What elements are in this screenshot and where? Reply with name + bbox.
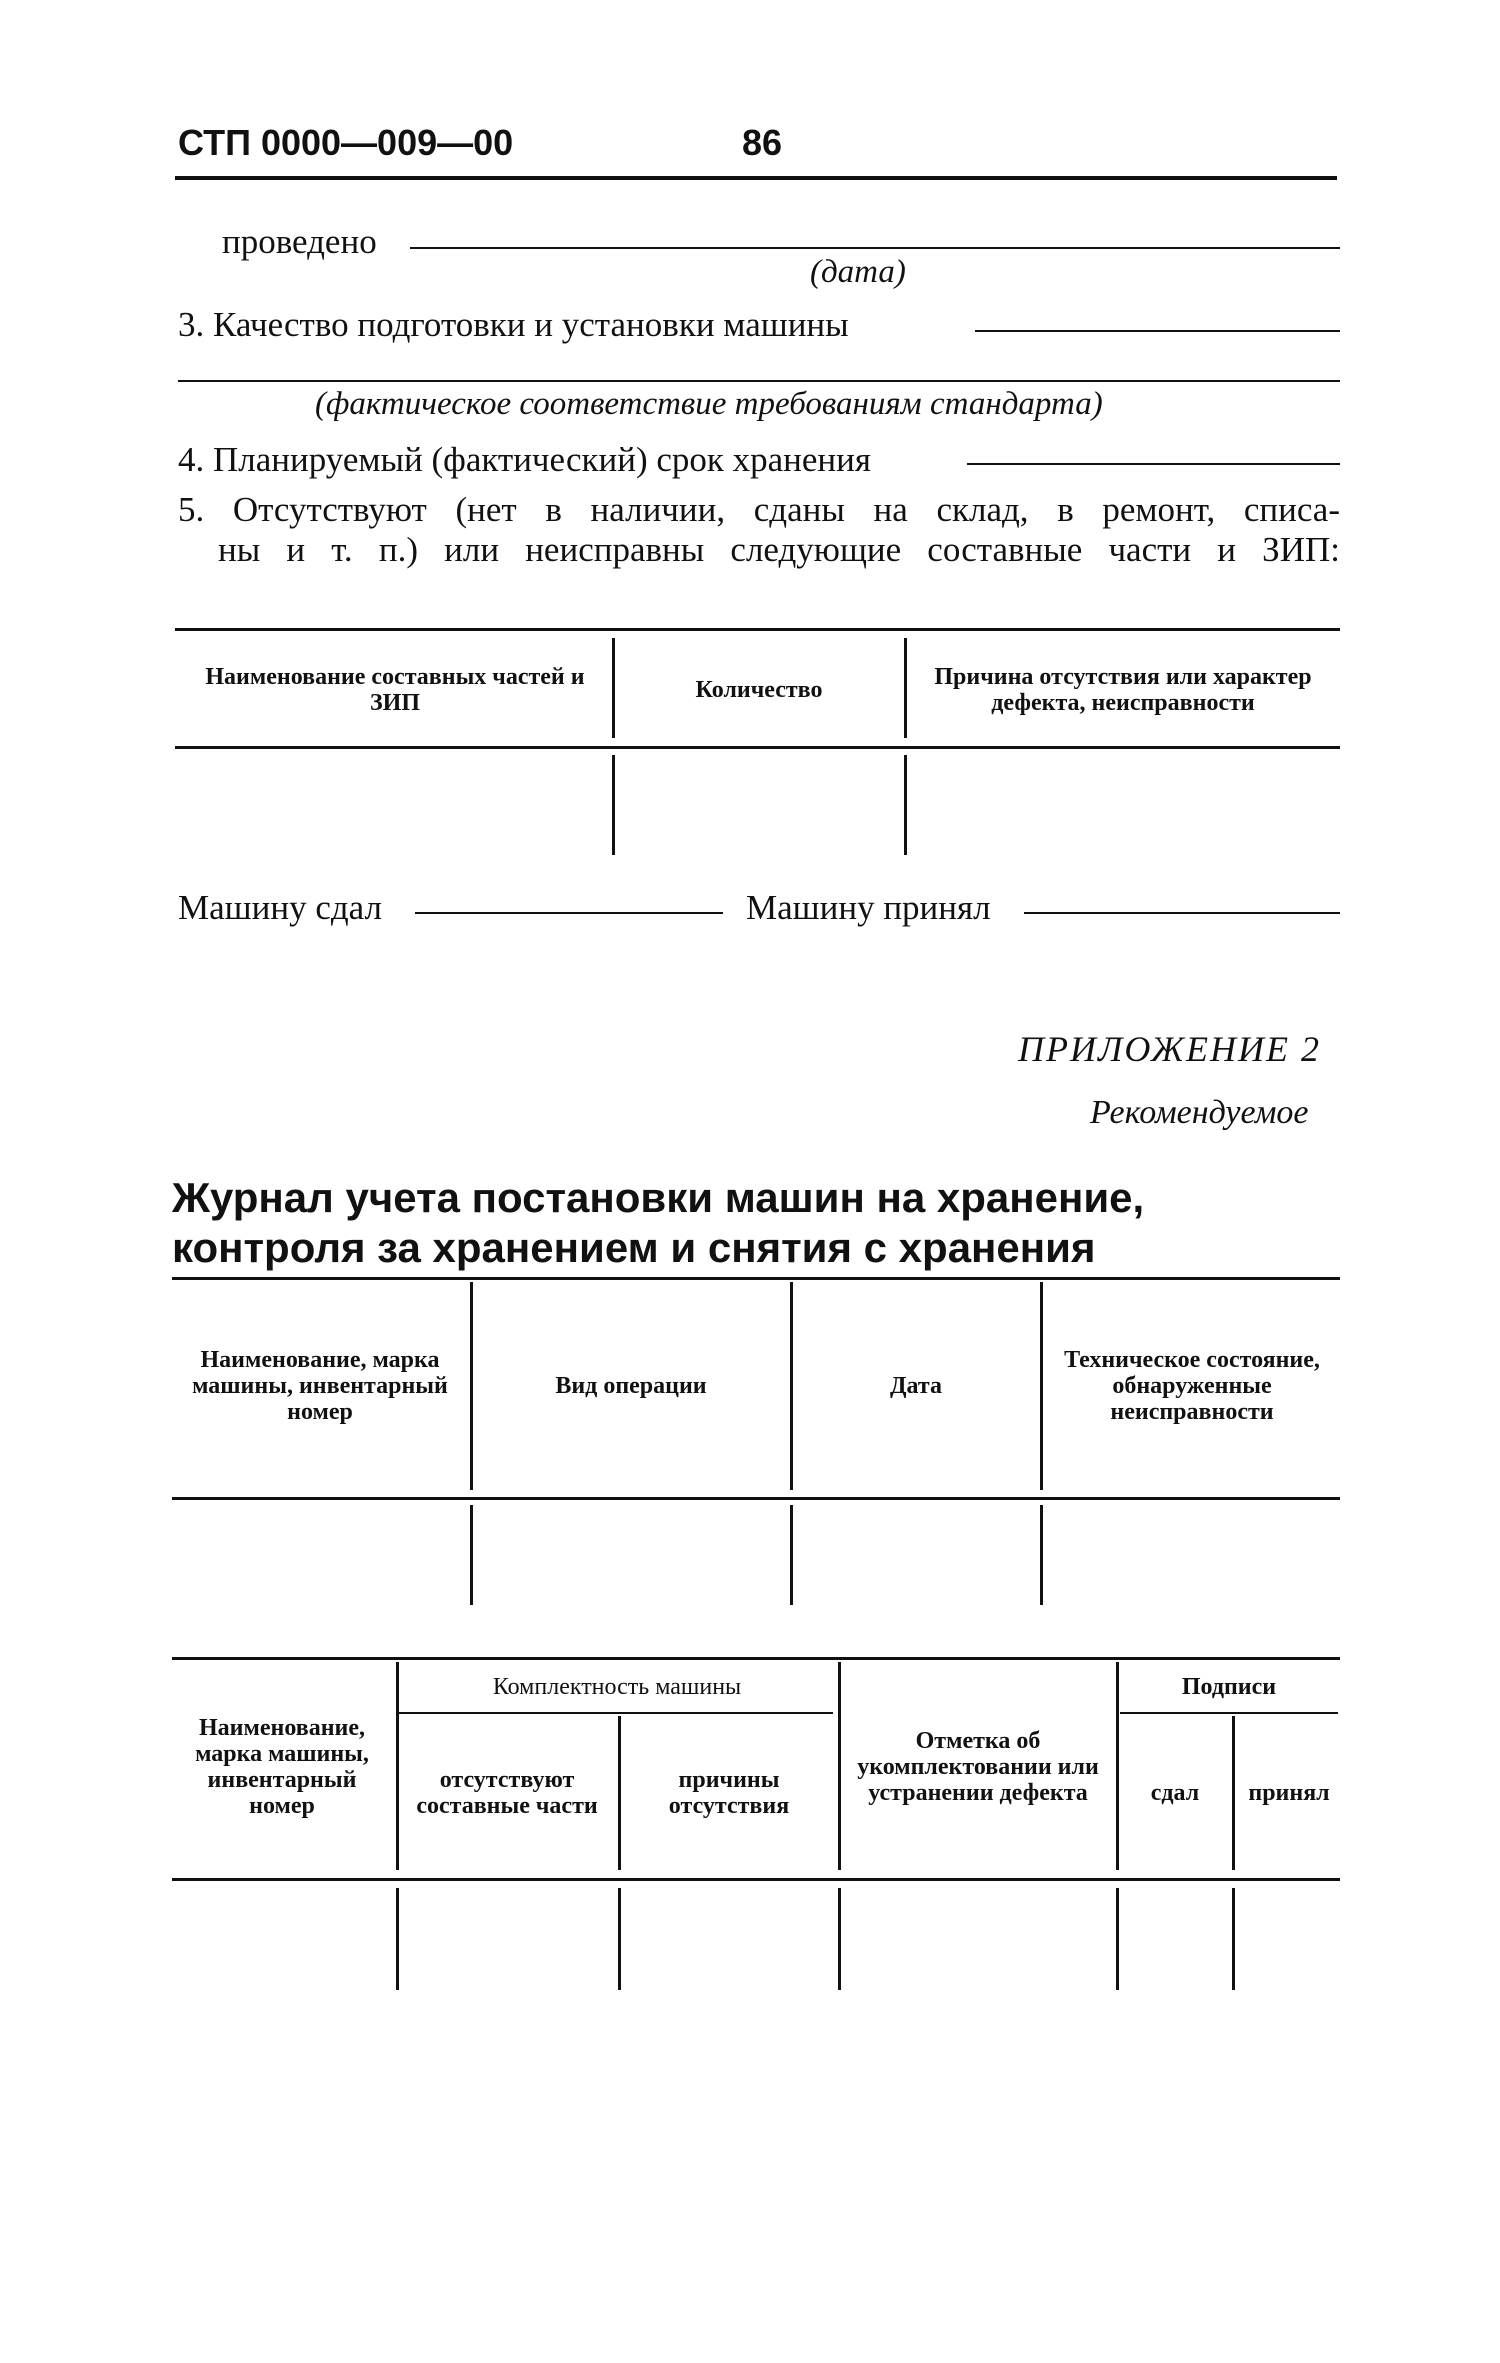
item-5-line-1: 5. Отсутствуют (нет в наличии, сданы на склад, в ремонт, списа- xyxy=(178,490,1340,529)
table3-header-signatures: Подписи xyxy=(1181,1674,1277,1700)
handed-over-line xyxy=(415,912,723,914)
table3-header-mark: Отметка об укомплектовании или устранении дефекта xyxy=(857,1728,1099,1806)
fact-caption: (фактическое соответствие требованиям стандарта) xyxy=(315,386,1103,422)
table1-header-reason: Причина отсутствия или характер дефекта, неисправности xyxy=(934,664,1312,716)
conducted-label: проведено xyxy=(222,222,377,261)
table2-header-date: Дата xyxy=(890,1373,942,1399)
item-3-fill-line xyxy=(975,330,1340,332)
journal-title-line-1: Журнал учета постановки машин на хранение, xyxy=(172,1174,1145,1221)
accepted-label: Машину принял xyxy=(746,888,991,927)
table3-header-completeness: Комплектность машины xyxy=(492,1674,742,1700)
handed-over-label: Машину сдал xyxy=(178,888,382,927)
header-rule xyxy=(175,176,1337,180)
document-code: СТП 0000—009—00 xyxy=(178,122,514,163)
table1-header-quantity: Количество xyxy=(695,677,823,703)
table2-header-condition: Техническое состояние, обнаруженные неисправности xyxy=(1064,1347,1320,1425)
appendix-status: Рекомендуемое xyxy=(1090,1094,1309,1131)
item-5-line-2: ны и т. п.) или неисправны следующие составные части и ЗИП: xyxy=(218,530,1340,569)
table2-header-name: Наименование, марка машины, инвентарный номер xyxy=(192,1347,448,1425)
accepted-line xyxy=(1024,912,1340,914)
item-3-second-line xyxy=(178,380,1340,382)
table3-header-reasons: причины отсутствия xyxy=(668,1767,790,1819)
table2-header-operation: Вид операции xyxy=(555,1373,707,1399)
table3-header-handed: сдал xyxy=(1150,1780,1200,1806)
table3-header-accepted: принял xyxy=(1248,1780,1330,1806)
journal-title-line-2: контроля за хранением и снятия с хранения xyxy=(172,1224,1096,1271)
page-number: 86 xyxy=(742,122,783,163)
table1-header-name: Наименование составных частей и ЗИП xyxy=(205,664,585,716)
item-4: 4. Планируемый (фактический) срок хранения xyxy=(178,440,871,479)
appendix-title: ПРИЛОЖЕНИЕ 2 xyxy=(1018,1029,1321,1069)
date-caption: (дата) xyxy=(810,254,906,290)
item-3: 3. Качество подготовки и установки машины xyxy=(178,305,849,344)
conducted-fill-line xyxy=(410,247,1340,249)
item-4-fill-line xyxy=(967,463,1340,465)
table3-header-name: Наименование, марка машины, инвентарный номер xyxy=(195,1715,369,1819)
table3-header-missing-parts: отсутствуют составные части xyxy=(416,1767,598,1819)
